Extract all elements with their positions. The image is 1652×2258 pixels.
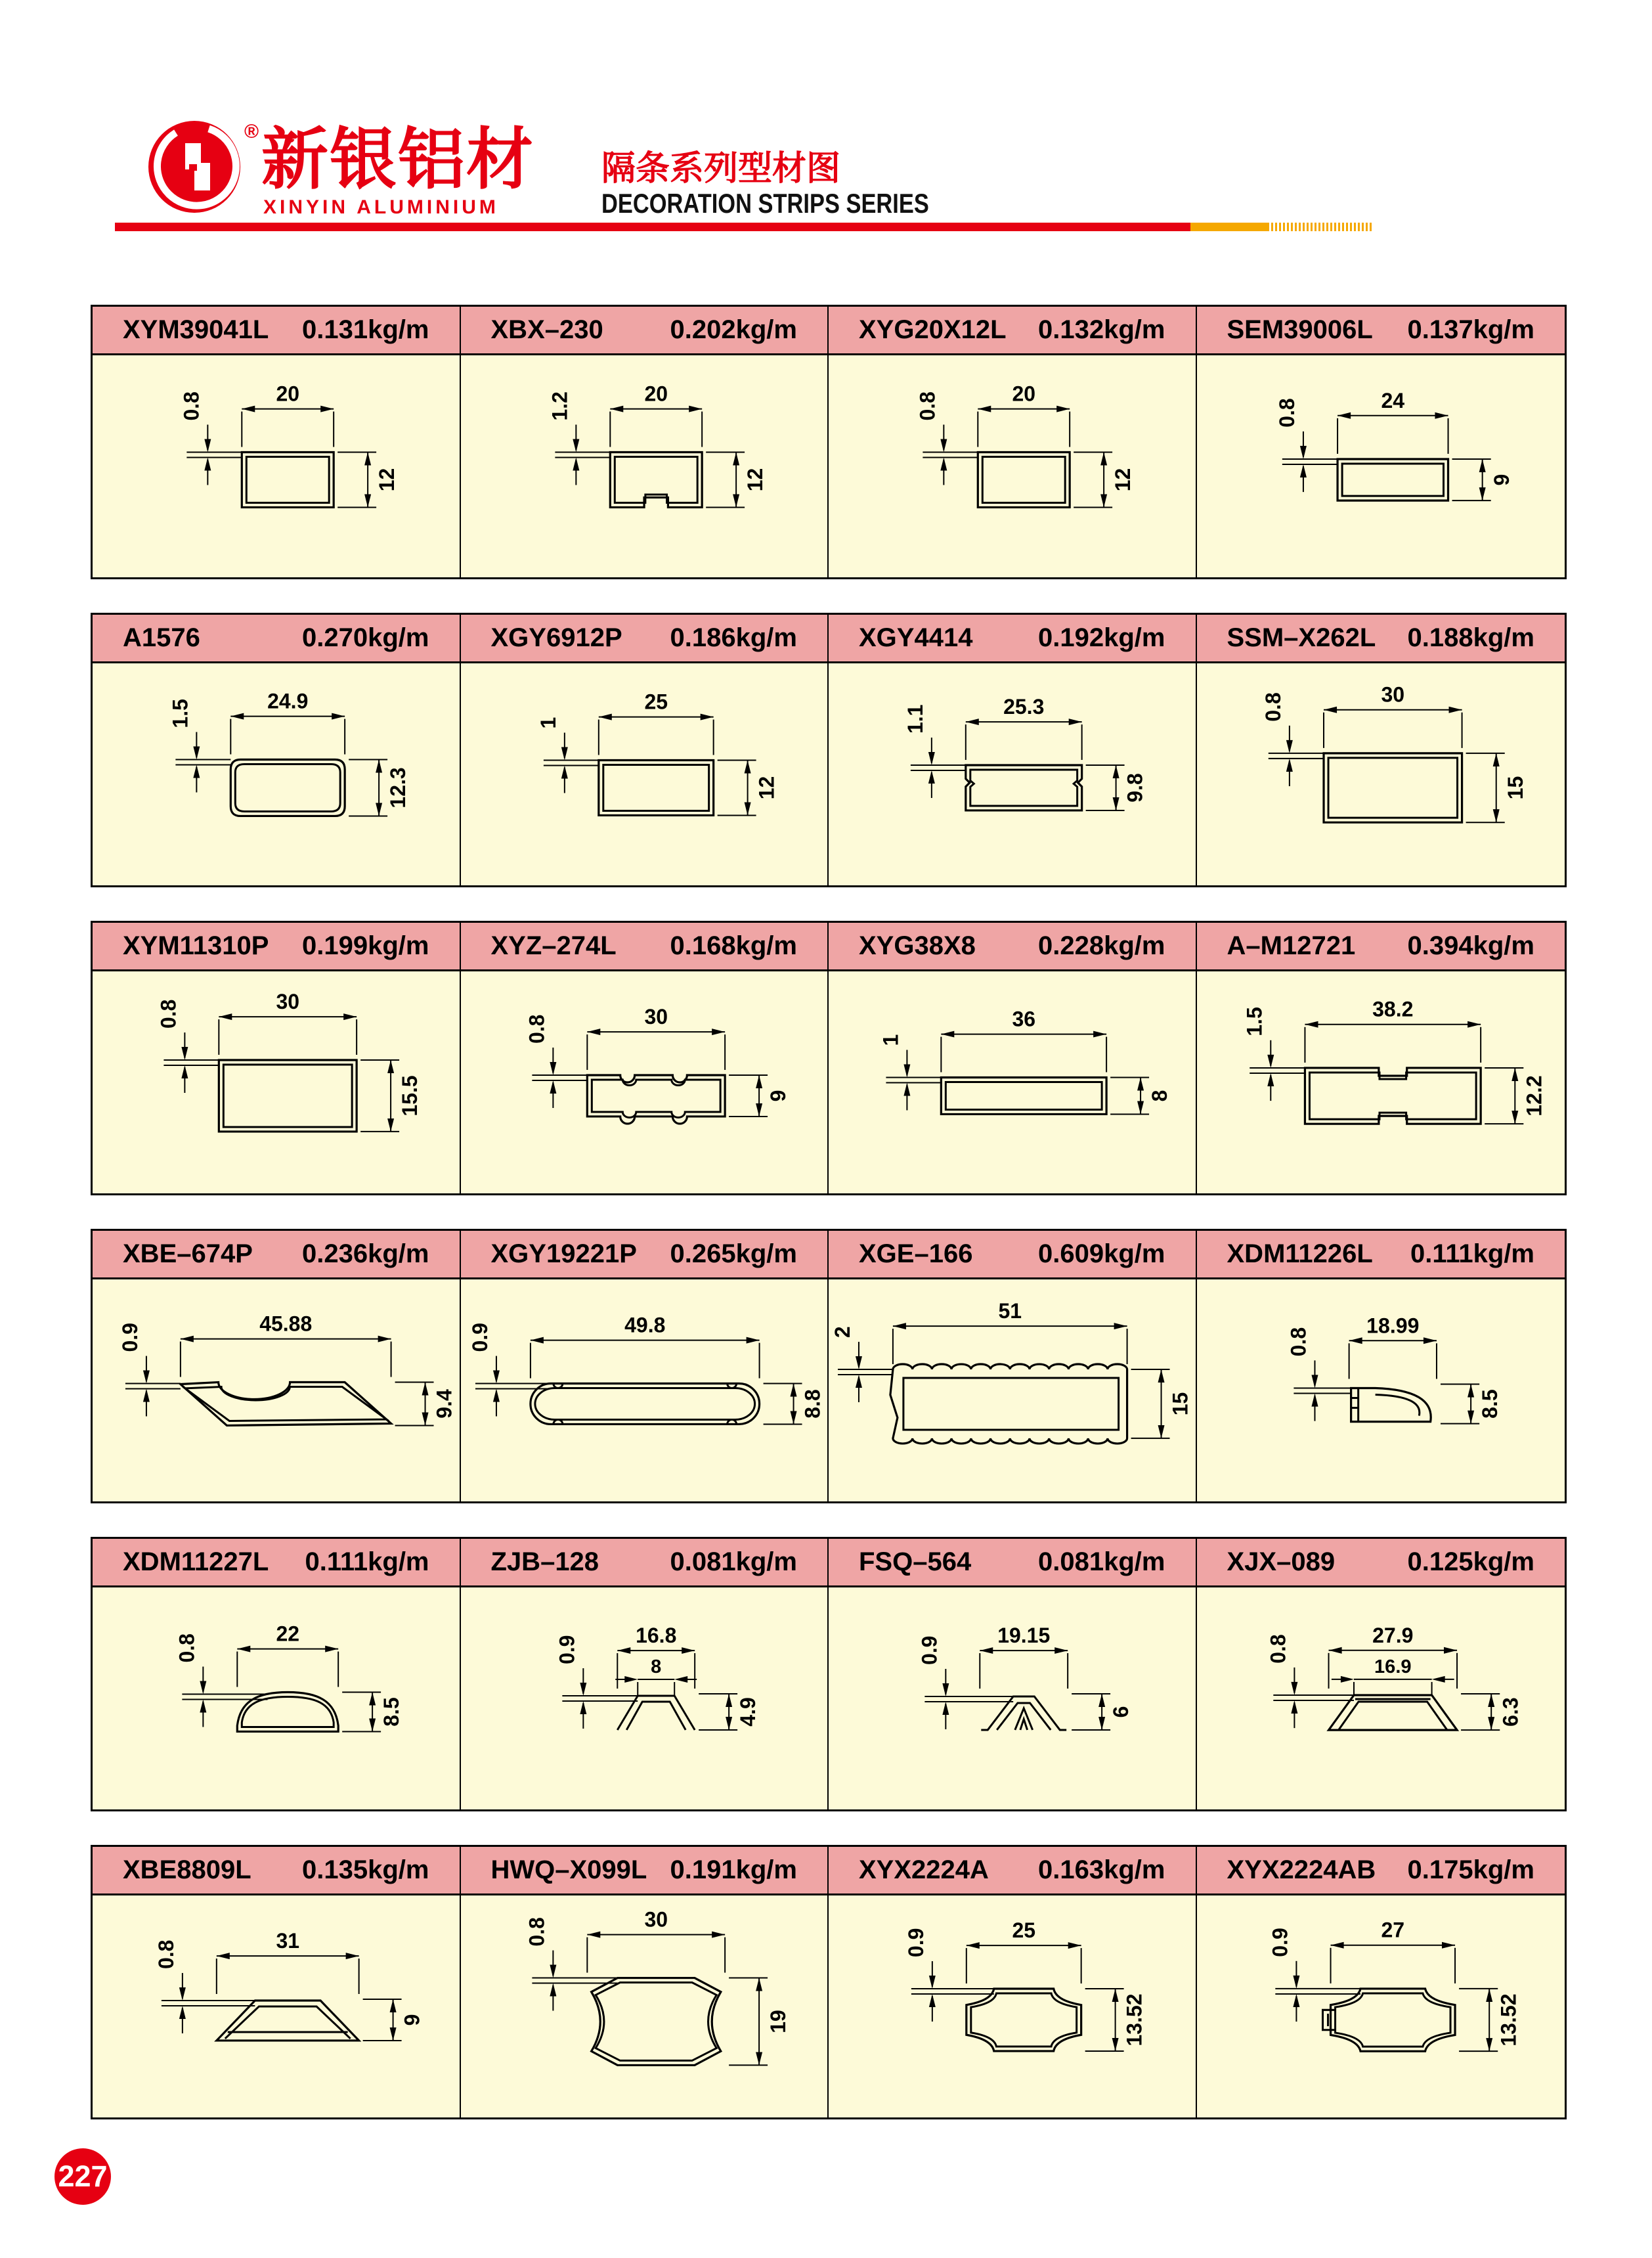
profile-drawing [93, 1279, 460, 1501]
profile-cell [93, 1587, 461, 1809]
profile-model: XYM11310P [123, 931, 269, 960]
svg-text:15: 15 [1168, 1392, 1192, 1416]
profile-drawing [461, 1895, 828, 2117]
profile-weight: 0.137kg/m [1407, 315, 1534, 344]
svg-text:0.9: 0.9 [467, 1323, 492, 1352]
profile-header [1197, 615, 1565, 663]
svg-text:4.9: 4.9 [735, 1697, 760, 1727]
svg-text:24: 24 [1380, 388, 1404, 412]
svg-text:30: 30 [276, 990, 300, 1014]
page-number: 227 [58, 2159, 108, 2193]
svg-text:0.9: 0.9 [903, 1928, 928, 1958]
profile-model: XBE–674P [123, 1239, 253, 1268]
profile-model: XGY6912P [490, 623, 622, 652]
profile-header [461, 1231, 829, 1279]
profile-weight: 0.125kg/m [1407, 1547, 1534, 1576]
profile-cell [829, 355, 1197, 577]
profile-weight: 0.202kg/m [670, 315, 797, 344]
profile-cell [1197, 1895, 1565, 2117]
svg-text:9.8: 9.8 [1123, 773, 1147, 803]
svg-text:0.8: 0.8 [175, 1633, 199, 1663]
profile-weight: 0.188kg/m [1407, 623, 1534, 652]
rule-orange-bar [1190, 223, 1267, 231]
profile-cell [829, 971, 1197, 1193]
svg-text:0.8: 0.8 [524, 1917, 548, 1947]
profile-cell [93, 663, 461, 885]
profile-table-row-5 [91, 1537, 1567, 1811]
svg-text:38.2: 38.2 [1372, 997, 1414, 1021]
profile-cell [93, 1895, 461, 2117]
svg-text:1.2: 1.2 [547, 391, 571, 421]
svg-text:16.8: 16.8 [635, 1624, 676, 1648]
profile-header [93, 1231, 461, 1279]
profile-drawing [461, 971, 828, 1193]
profile-model: XYM39041L [123, 315, 269, 344]
profile-drawing [93, 1895, 460, 2117]
profile-model: A1576 [123, 623, 200, 652]
svg-text:6: 6 [1109, 1706, 1133, 1718]
profile-model: XBX–230 [490, 315, 603, 344]
profile-header [829, 1847, 1197, 1895]
profile-model: XBE8809L [123, 1855, 251, 1884]
svg-text:0.9: 0.9 [118, 1323, 142, 1352]
profile-weight: 0.135kg/m [302, 1855, 429, 1884]
profile-table-row-4 [91, 1229, 1567, 1503]
profile-model: XYG20X12L [859, 315, 1007, 344]
svg-text:51: 51 [998, 1299, 1022, 1323]
series-title-en: DECORATION STRIPS SERIES [601, 188, 929, 219]
svg-text:45.88: 45.88 [259, 1312, 313, 1336]
svg-text:12.3: 12.3 [386, 767, 410, 808]
profile-cell [1197, 1587, 1565, 1809]
profile-header [93, 923, 461, 971]
svg-text:8.5: 8.5 [1477, 1389, 1502, 1419]
svg-text:2: 2 [830, 1326, 854, 1339]
profile-weight: 0.131kg/m [302, 315, 429, 344]
profile-model: ZJB–128 [490, 1547, 599, 1576]
profile-drawing [93, 355, 460, 577]
profile-weight: 0.081kg/m [670, 1547, 797, 1576]
rule-red-bar [115, 223, 1190, 231]
svg-text:0.8: 0.8 [179, 391, 204, 421]
profile-cell [829, 1587, 1197, 1809]
svg-text:0.9: 0.9 [917, 1635, 942, 1666]
profile-cell [1197, 1279, 1565, 1501]
profile-header [93, 1539, 461, 1587]
profile-drawing [93, 663, 460, 885]
svg-text:18.99: 18.99 [1366, 1314, 1419, 1338]
profile-model: XGY19221P [490, 1239, 637, 1268]
svg-text:0.8: 0.8 [1265, 1634, 1290, 1664]
profile-cell [461, 1587, 829, 1809]
profile-header [1197, 307, 1565, 355]
profile-weight: 0.132kg/m [1038, 315, 1165, 344]
profile-weight: 0.168kg/m [670, 931, 797, 960]
profile-drawing [461, 355, 828, 577]
brand-name-en: XINYIN ALUMINIUM [263, 196, 499, 218]
profile-header [829, 1231, 1197, 1279]
svg-text:15: 15 [1503, 776, 1527, 800]
profile-cell [1197, 355, 1565, 577]
svg-text:20: 20 [276, 382, 300, 406]
profile-header [1197, 923, 1565, 971]
profile-drawing [829, 355, 1196, 577]
profile-cell [93, 1279, 461, 1501]
profile-model: A–M12721 [1227, 931, 1356, 960]
profile-cell [93, 971, 461, 1193]
profile-cell [829, 1895, 1197, 2117]
profile-weight: 0.270kg/m [302, 623, 429, 652]
profile-cell [829, 663, 1197, 885]
svg-text:0.9: 0.9 [554, 1635, 578, 1665]
profile-model: XJX–089 [1227, 1547, 1336, 1576]
svg-text:0.8: 0.8 [1274, 398, 1299, 428]
profile-table-row-3 [91, 921, 1567, 1195]
profile-model: SSM–X262L [1227, 623, 1376, 652]
profile-weight: 0.199kg/m [302, 931, 429, 960]
profile-weight: 0.192kg/m [1038, 623, 1165, 652]
svg-text:13.52: 13.52 [1122, 1993, 1146, 2047]
svg-text:25.3: 25.3 [1003, 695, 1045, 719]
svg-text:9: 9 [1489, 474, 1513, 486]
svg-text:19.15: 19.15 [997, 1624, 1051, 1648]
profile-drawing [1197, 1895, 1565, 2117]
profile-header [461, 615, 829, 663]
svg-text:0.8: 0.8 [915, 391, 940, 421]
profile-cell [93, 355, 461, 577]
series-title-cn: 隔条系列型材图 [601, 150, 841, 188]
profile-drawing [93, 1587, 460, 1809]
svg-text:0.8: 0.8 [524, 1014, 548, 1044]
profile-table-row-2 [91, 613, 1567, 887]
svg-text:6.3: 6.3 [1498, 1697, 1522, 1727]
svg-text:31: 31 [276, 1929, 300, 1953]
svg-text:9: 9 [400, 2014, 424, 2026]
profile-drawing [829, 1587, 1196, 1809]
profile-model: XDM11226L [1227, 1239, 1373, 1268]
profile-model: XYX2224AB [1227, 1855, 1376, 1884]
profile-model: XGE–166 [859, 1239, 973, 1268]
profile-drawing [1197, 355, 1565, 577]
profile-cell [461, 1279, 829, 1501]
svg-text:22: 22 [276, 1622, 300, 1646]
profile-header [461, 307, 829, 355]
svg-text:30: 30 [643, 1907, 668, 1932]
profile-drawing [829, 971, 1196, 1193]
profile-weight: 0.081kg/m [1038, 1547, 1165, 1576]
svg-text:9.4: 9.4 [432, 1389, 456, 1419]
profile-drawing [461, 663, 828, 885]
svg-text:8.5: 8.5 [380, 1697, 404, 1727]
svg-text:30: 30 [643, 1005, 668, 1029]
profile-weight: 0.265kg/m [670, 1239, 797, 1268]
profile-drawing [461, 1587, 828, 1809]
profile-cell [1197, 663, 1565, 885]
svg-text:20: 20 [1012, 382, 1036, 406]
svg-text:0.8: 0.8 [1286, 1327, 1310, 1357]
svg-text:1: 1 [879, 1034, 903, 1046]
profile-model: XYG38X8 [859, 931, 976, 960]
svg-text:0.9: 0.9 [1267, 1928, 1292, 1957]
profile-model: SEM39006L [1227, 315, 1373, 344]
svg-text:8: 8 [650, 1656, 661, 1678]
profile-model: XYZ–274L [490, 931, 617, 960]
profile-header [461, 1847, 829, 1895]
profile-model: FSQ–564 [859, 1547, 972, 1576]
profile-weight: 0.163kg/m [1038, 1855, 1165, 1884]
svg-text:8: 8 [1148, 1090, 1172, 1102]
profile-weight: 0.111kg/m [1410, 1239, 1534, 1268]
profile-model: HWQ–X099L [490, 1855, 647, 1884]
profile-weight: 0.609kg/m [1038, 1239, 1165, 1268]
svg-text:49.8: 49.8 [624, 1313, 665, 1337]
profile-drawing [1197, 971, 1565, 1193]
profile-header [1197, 1539, 1565, 1587]
profile-drawing [93, 971, 460, 1193]
profile-drawing [1197, 663, 1565, 885]
profile-table-row-6 [91, 1845, 1567, 2119]
profile-weight: 0.394kg/m [1407, 931, 1534, 960]
profile-header [461, 1539, 829, 1587]
svg-text:36: 36 [1012, 1007, 1036, 1031]
profile-cell [461, 663, 829, 885]
profile-model: XYX2224A [859, 1855, 989, 1884]
svg-text:0.8: 0.8 [154, 1939, 178, 1970]
profile-header [93, 615, 461, 663]
svg-text:20: 20 [643, 382, 668, 406]
profile-header [829, 615, 1197, 663]
profile-header [93, 307, 461, 355]
profile-drawing [1197, 1279, 1565, 1501]
svg-text:12: 12 [754, 776, 779, 800]
svg-text:12: 12 [375, 468, 399, 492]
svg-text:9: 9 [766, 1090, 790, 1102]
svg-text:12: 12 [1111, 468, 1135, 492]
brand-name-cn: 新银铝材 [261, 122, 534, 197]
profile-model: XGY4414 [859, 623, 973, 652]
svg-text:30: 30 [1380, 682, 1404, 707]
profile-weight: 0.111kg/m [305, 1547, 429, 1576]
profile-cell [829, 1279, 1197, 1501]
profile-drawing [829, 1895, 1196, 2117]
page-number-badge [54, 2148, 111, 2205]
profile-cell [461, 1895, 829, 2117]
profile-header [829, 307, 1197, 355]
profile-drawing [1197, 1587, 1565, 1809]
svg-text:12: 12 [743, 468, 767, 492]
svg-text:1.5: 1.5 [168, 699, 192, 728]
profile-header [1197, 1231, 1565, 1279]
profile-cell [461, 355, 829, 577]
svg-text:27: 27 [1380, 1918, 1404, 1942]
profile-header [829, 923, 1197, 971]
profile-weight: 0.186kg/m [670, 623, 797, 652]
registered-mark: ® [244, 121, 259, 143]
svg-text:25: 25 [1012, 1918, 1036, 1943]
profile-header [93, 1847, 461, 1895]
profile-model: XDM11227L [123, 1547, 269, 1576]
svg-text:1: 1 [536, 717, 560, 729]
svg-text:1.1: 1.1 [903, 704, 927, 734]
profile-drawing [461, 1279, 828, 1501]
svg-text:15.5: 15.5 [398, 1075, 422, 1117]
svg-text:27.9: 27.9 [1372, 1623, 1414, 1647]
svg-text:1.5: 1.5 [1242, 1007, 1266, 1036]
rule-striped-bar [1267, 223, 1372, 231]
profile-drawing [829, 663, 1196, 885]
profile-header [461, 923, 829, 971]
profile-header [829, 1539, 1197, 1587]
profile-cell [1197, 971, 1565, 1193]
profile-weight: 0.191kg/m [670, 1855, 797, 1884]
profile-cell [461, 971, 829, 1193]
profile-table-row-1 [91, 305, 1567, 579]
svg-text:8.8: 8.8 [800, 1389, 825, 1419]
svg-text:13.52: 13.52 [1496, 1993, 1520, 2047]
svg-text:24.9: 24.9 [267, 689, 309, 713]
svg-text:16.9: 16.9 [1374, 1656, 1412, 1677]
svg-text:12.2: 12.2 [1521, 1075, 1546, 1117]
svg-text:19: 19 [766, 2010, 790, 2033]
profile-weight: 0.175kg/m [1407, 1855, 1534, 1884]
company-logo-icon [146, 118, 243, 215]
profile-weight: 0.236kg/m [302, 1239, 429, 1268]
profile-header [1197, 1847, 1565, 1895]
profile-weight: 0.228kg/m [1038, 931, 1165, 960]
profile-drawing [829, 1279, 1196, 1501]
svg-text:25: 25 [643, 690, 668, 714]
svg-text:0.8: 0.8 [1261, 692, 1285, 722]
svg-text:0.8: 0.8 [156, 999, 181, 1029]
